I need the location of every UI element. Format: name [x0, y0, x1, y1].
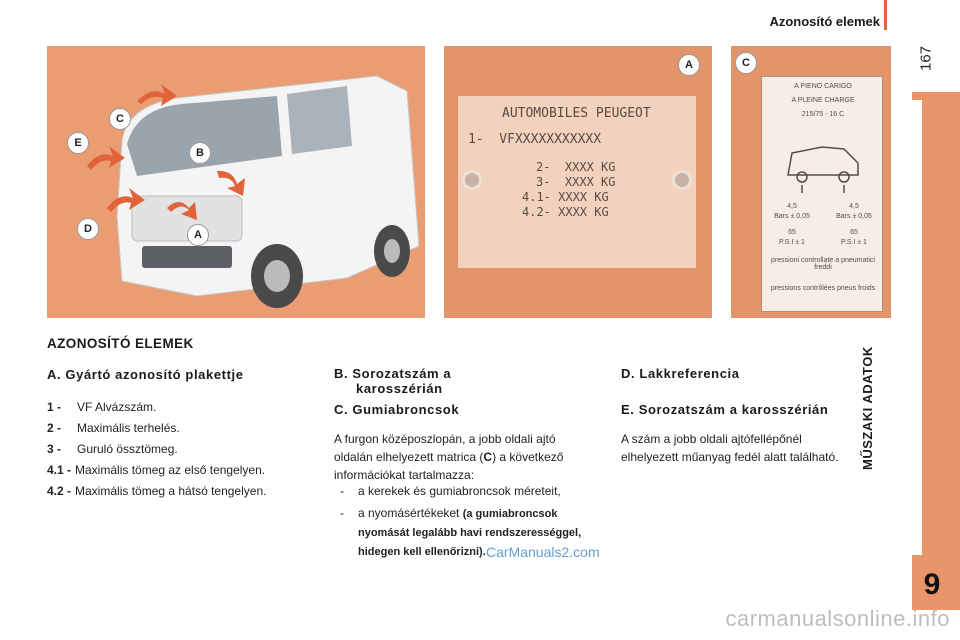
heading-a: A. Gyártó azonosító plakettje — [47, 367, 244, 382]
plate-rivet — [462, 170, 482, 190]
list-item: - a nyomásértékeket (a gumiabroncsok nyomását legalább havi rendszerességgel, hidegen kell ellenőrizni). — [340, 506, 582, 558]
plate-field-list — [47, 396, 317, 501]
list-item: 1 - VF Alvázszám. — [47, 399, 157, 414]
serial-paragraph: A szám a jobb oldali ajtófellépőnél elhelyezett műanyag fedél alatt található. — [621, 432, 839, 464]
tyre-paragraph: A furgon középoszlopán, a jobb oldali ajtó oldalán elhelyezett matrica (C) a következő információkat tartalmazza: — [334, 432, 564, 482]
figure-badge: C — [109, 108, 131, 130]
list-item: 4.1 - Maximális tömeg az első tengelyen. — [47, 462, 266, 477]
footer-watermark: carmanualsonline.info — [725, 606, 950, 631]
heading-b: B. Sorozatszám a karosszérián — [334, 366, 452, 396]
running-header: Azonosító elemek — [769, 14, 880, 29]
tyre-label-line: A PLEINE CHARGE — [791, 97, 855, 104]
tyre-pressure-label — [761, 76, 883, 312]
tyre-note: pressioni controllate a pneumatici freddi — [771, 257, 875, 271]
tyre-label-line: 215/75 - 16 C — [801, 111, 845, 118]
manufacturer-plate — [458, 96, 696, 268]
tyre-label-line: A PIENO CARIGO — [794, 83, 852, 90]
plate-row: 4.1- XXXX KG — [522, 190, 609, 204]
figure-badge: D — [77, 218, 99, 240]
tyre-value-left: 65 — [788, 229, 796, 236]
tyre-value-left: 4,5 — [787, 203, 797, 210]
header-accent-line — [884, 0, 887, 30]
chapter-tab-inner — [912, 100, 922, 555]
list-item: - a kerekek és gumiabroncsok méreteit, — [340, 484, 561, 498]
figure-badge: A — [187, 224, 209, 246]
list-item: 3 - Guruló össztömeg. — [47, 441, 178, 456]
chapter-number: 9 — [923, 568, 941, 601]
list-item: 2 - Maximális terhelés. — [47, 420, 180, 435]
section-title: AZONOSÍTÓ ELEMEK — [47, 336, 194, 351]
overlay-watermark: CarManuals2.com — [486, 544, 600, 560]
chapter-tab-label: MŰSZAKI ADATOK — [860, 346, 875, 470]
plate-vin: 1- VFXXXXXXXXXXX — [468, 132, 602, 147]
heading-e: E. Sorozatszám a karosszérián — [621, 402, 829, 417]
tyre-note: pressions contrôlées pneus froids — [770, 285, 876, 292]
plate-rivet — [672, 170, 692, 190]
list-item: 4.2 - Maximális tömeg a hátsó tengelyen. — [47, 483, 267, 498]
heading-c: C. Gumiabroncsok — [334, 402, 460, 417]
heading-d: D. Lakkreferencia — [621, 366, 740, 381]
tyre-value-right: Bars ± 0,05 — [836, 213, 872, 220]
plate-figure — [444, 46, 712, 318]
figure-badge: E — [67, 132, 89, 154]
van-figure — [47, 46, 425, 318]
page-number: 167 — [917, 45, 935, 72]
figure-badge: A — [678, 54, 700, 76]
tyre-value-right: 65 — [850, 229, 858, 236]
van-outline-icon — [782, 135, 864, 195]
tyre-value-left: P.S.I ± 1 — [779, 239, 805, 246]
plate-row: 3- XXXX KG — [536, 175, 616, 189]
figure-badge: B — [189, 142, 211, 164]
tyre-value-right: 4,5 — [849, 203, 859, 210]
plate-row: 4.2- XXXX KG — [522, 205, 609, 219]
tyre-value-right: P.S.I ± 1 — [841, 239, 867, 246]
plate-row: 2- XXXX KG — [536, 160, 616, 174]
tyre-figure — [731, 46, 891, 318]
plate-brand: AUTOMOBILES PEUGEOT — [502, 106, 651, 121]
tyre-value-left: Bars ± 0,05 — [774, 213, 810, 220]
figure-badge: C — [735, 52, 757, 74]
van-illustration — [47, 46, 425, 318]
